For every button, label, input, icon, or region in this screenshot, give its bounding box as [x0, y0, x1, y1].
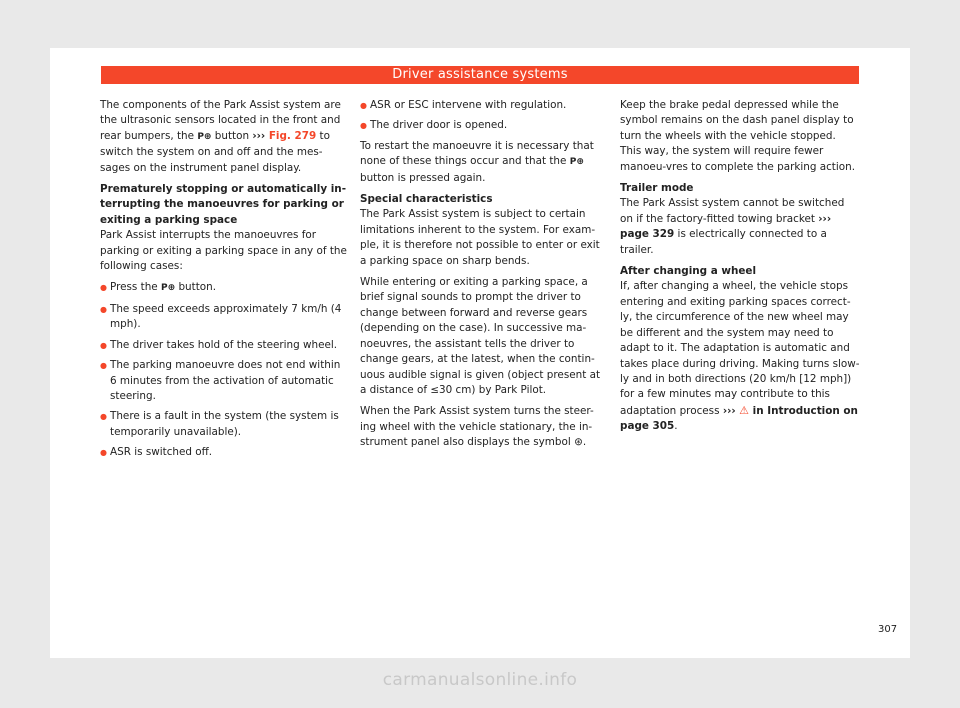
- paragraph: The Park Assist system cannot be switched on if the factory-fitted towing bracket ››› page 329 is electrically connected to a trailer.: [620, 197, 845, 256]
- list-item: ● The driver door is opened.: [360, 118, 608, 133]
- section-heading: Special characteristics: [360, 193, 493, 206]
- ref-arrow: ›››: [252, 129, 266, 142]
- page-link[interactable]: page 329: [620, 228, 675, 241]
- ref-arrow: ›››: [818, 212, 832, 225]
- list-item: ● There is a fault in the system (the system is temporarily unavailable).: [100, 409, 350, 440]
- page-link[interactable]: in Introduction on page 305: [620, 404, 858, 433]
- section-heading: Trailer mode: [620, 182, 694, 195]
- warning-icon: ⚠: [735, 403, 750, 417]
- list-item: ● Press the P⊕ button.: [100, 280, 350, 296]
- list-item: ● The driver takes hold of the steering wheel.: [100, 338, 350, 353]
- watermark: carmanualsonline.info: [382, 670, 578, 690]
- section-heading: After changing a wheel: [620, 265, 757, 278]
- park-assist-icon: P⊕: [569, 157, 584, 168]
- column-1: [100, 98, 350, 466]
- paragraph: To restart the manoeuvre it is necessary that none of these things occur and that the P⊕ button is pressed again.: [360, 139, 594, 184]
- list-item: ● The speed exceeds approximately 7 km/h (4 mph).: [100, 302, 350, 333]
- column-3: [620, 98, 860, 441]
- list-item: ● ASR is switched off.: [100, 445, 350, 460]
- paragraph: Park Assist interrupts the manoeuvres for parking or exiting a parking space in any of the following cases:: [100, 229, 347, 273]
- list-item: ● The parking manoeuvre does not end within 6 minutes from the activation of automatic steering.: [100, 358, 350, 404]
- paragraph: The Park Assist system is subject to certain limitations inherent to the system. For exam-ple, it is therefore not possible to enter or exit a parking space on sharp bends.: [360, 208, 600, 267]
- intro-paragraph: The components of the Park Assist system are the ultrasonic sensors located in the front and rear bumpers, the P⊕ button ››› Fig. 279 to switch the system on and off and the mes-sages on the instrument panel display.: [100, 99, 341, 174]
- column-2: [360, 98, 608, 457]
- park-assist-icon: P⊕: [197, 131, 212, 142]
- paragraph: If, after changing a wheel, the vehicle stops entering and exiting parking spaces correct-ly, the circumference of the new wheel may be different and the system may need to adapt to it. The adaptation is automatic and takes place during driving. Making turns slow-ly and in both directions (20 km/h [12 mph]) for a few minutes may contribute to this adaptation process ››› ⚠ in Introduction on page 305.: [620, 280, 860, 433]
- paragraph: While entering or exiting a parking space, a brief signal sounds to prompt the driver to change between forward and reverse gears (depending on the case). In successive ma-noeuvres, the assistant tells the driver to change gears, at the latest, when the contin-uous audible signal is given (object present at a distance of ≤30 cm) by Park Pilot.: [360, 276, 601, 396]
- ref-arrow: ›››: [722, 404, 736, 417]
- section-heading: Prematurely stopping or automatically in-terrupting the manoeuvres for parking or exiting a parking space: [100, 183, 347, 226]
- paragraph: When the Park Assist system turns the steer-ing wheel with the vehicle stationary, the in-strument panel also displays the symbol ⊛.: [360, 405, 594, 449]
- steering-symbol-icon: ⊛: [574, 436, 583, 449]
- list-item: ● ASR or ESC intervene with regulation.: [360, 98, 608, 113]
- park-assist-icon: P⊕: [161, 283, 176, 294]
- page-number: 307: [878, 624, 898, 635]
- paragraph: Keep the brake pedal depressed while the symbol remains on the dash panel display to turn the wheels with the vehicle stopped. This way, the system will require fewer manoeu-vres to complete the parking action.: [620, 99, 856, 173]
- figure-link[interactable]: Fig. 279: [265, 129, 317, 142]
- section-header: Driver assistance systems: [101, 66, 859, 84]
